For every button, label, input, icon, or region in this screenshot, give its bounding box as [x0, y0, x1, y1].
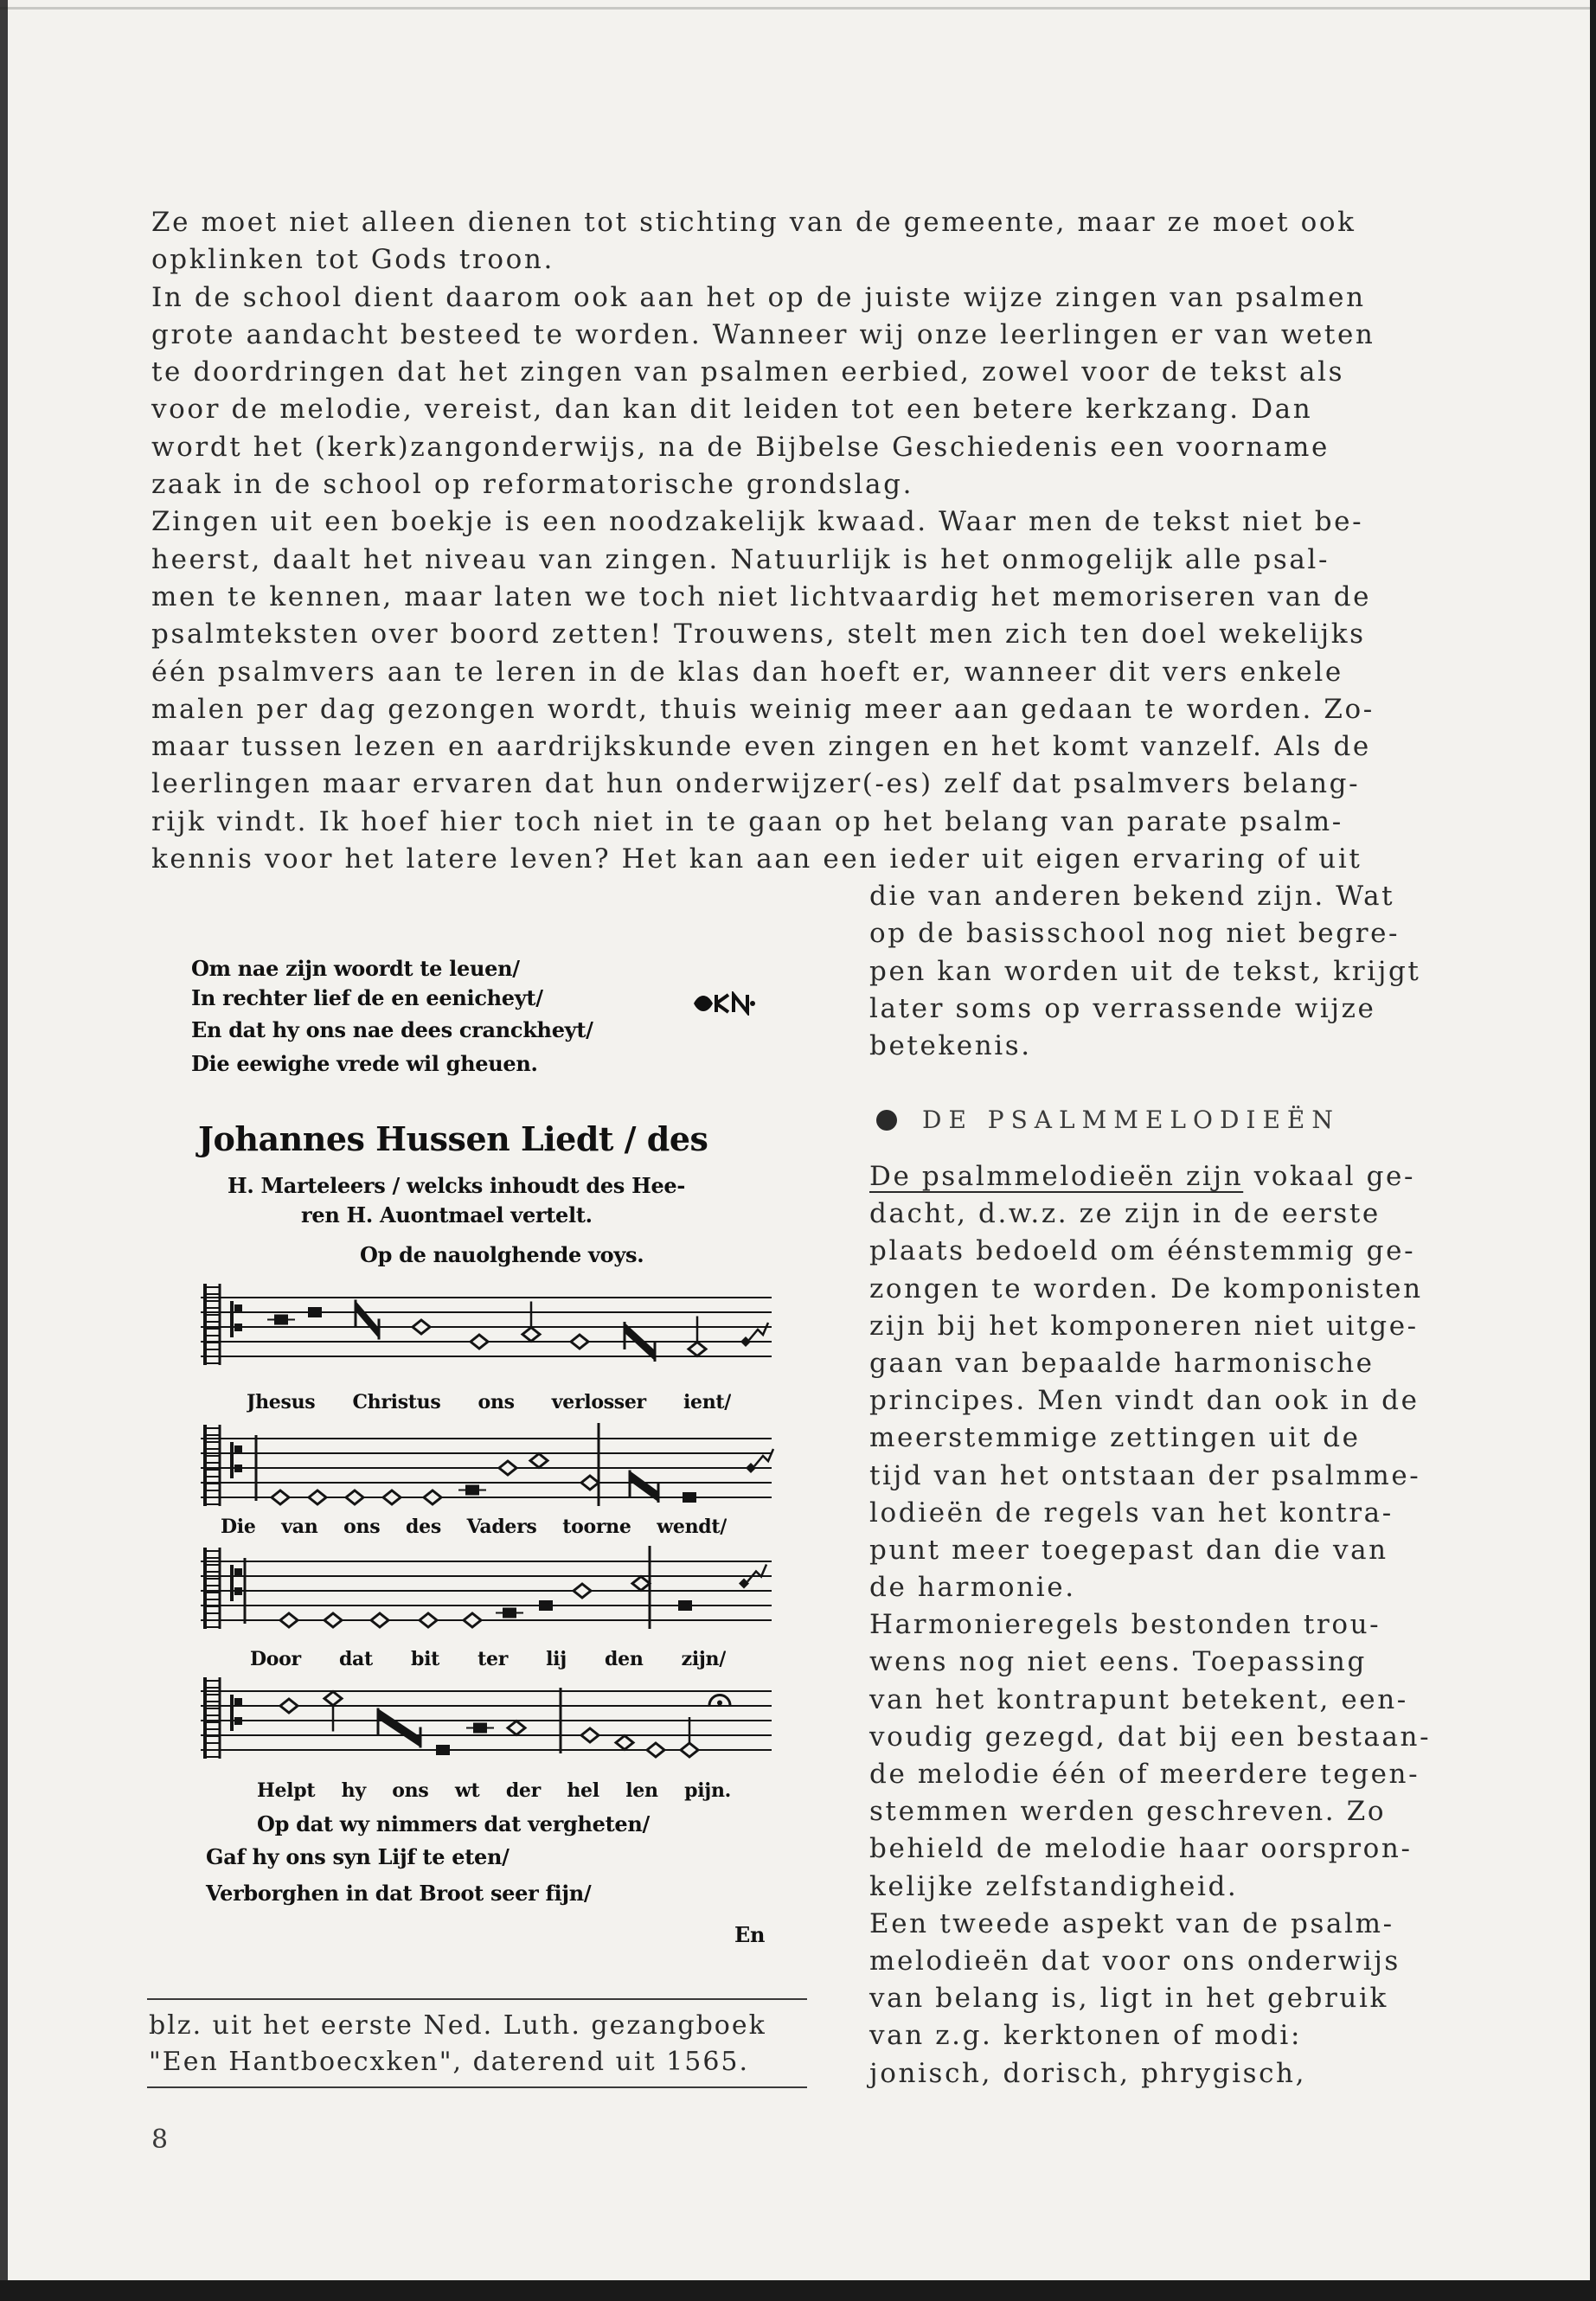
body-text-line: gaan van bepaalde harmonische [869, 1347, 1375, 1379]
clef-block [234, 1698, 242, 1706]
music-staff [201, 1280, 772, 1367]
hymnal-verse-line: Om nae zijn woordt te leuen/ [191, 956, 520, 981]
music-note [464, 1613, 481, 1627]
music-note [471, 1335, 488, 1349]
hymnal-verse-line: Op dat wy nimmers dat vergheten/ [257, 1811, 651, 1836]
fermata-dot [717, 1701, 722, 1706]
scan-edge-left [0, 0, 8, 2301]
body-text-line: jonisch, dorisch, phrygisch, [869, 2057, 1307, 2089]
body-text-line: Een tweede aspekt van de psalm- [869, 1907, 1394, 1939]
hymnal-song-title: Johannes Hussen Liedt / des [198, 1119, 708, 1158]
custos-tail [754, 1449, 773, 1466]
clef-brace [205, 1425, 220, 1506]
body-text-line: opklinken tot Gods troon. [151, 244, 554, 276]
clef-block [234, 1465, 242, 1472]
body-text-line: psalmteksten over boord zetten! Trouwens, stelt men zich ten doel wekelijks [151, 619, 1366, 651]
music-note [632, 1577, 650, 1591]
music-note [522, 1328, 540, 1342]
c-clef [232, 1442, 242, 1478]
body-text-line: van z.g. kerktonen of modi: [869, 2020, 1302, 2052]
scan-edge-right [1590, 0, 1596, 2301]
scan-edge-top [0, 7, 1596, 10]
body-text-line: zijn bij het komponeren niet uitge- [869, 1310, 1419, 1342]
hymnal-subtitle-line: H. Marteleers / welcks inhoudt des Hee- [228, 1173, 686, 1198]
page-number: 8 [151, 2125, 169, 2155]
body-text-line: Zingen uit een boekje is een noodzakelijk kwaad. Waar men de tekst niet be- [151, 506, 1364, 538]
body-text-line: In de school dient daarom ook aan het op de juiste wijze zingen van psalmen [151, 281, 1366, 313]
music-note [324, 1692, 342, 1706]
body-text-line: rijk vindt. Ik hoef hier toch niet in te gaan op het belang van parate psalm- [151, 805, 1343, 837]
body-text-line: voudig gezegd, dat bij een bestaan- [869, 1721, 1432, 1753]
body-text-line: pen kan worden uit de tekst, krijgt [869, 955, 1421, 987]
body-text-line: zaak in de school op reformatorische grondslag. [151, 469, 914, 501]
custos [739, 1579, 749, 1589]
body-text-line: stemmen werden geschreven. Zo [869, 1796, 1387, 1828]
section-paragraph [869, 1158, 1431, 2093]
body-text-line: zongen te worden. De komponisten [869, 1272, 1423, 1304]
body-text-line: punt meer toegepast dan die van [869, 1534, 1388, 1566]
body-text-line: heerst, daalt het niveau van zingen. Natuurlijk is het onmogelijk alle psal- [151, 543, 1330, 575]
custos [746, 1463, 756, 1473]
music-staff [201, 1544, 772, 1631]
music-note [508, 1721, 525, 1735]
music-note [574, 1584, 591, 1598]
music-note [581, 1728, 599, 1742]
clef-brace [205, 1548, 220, 1629]
music-staff [201, 1421, 772, 1508]
bullet-icon [876, 1110, 897, 1131]
section-heading: DE PSALMMELODIEËN [922, 1106, 1340, 1134]
hymnal-lyric-line: Jhesus Christus ons verlosser ient/ [247, 1391, 731, 1413]
music-note [309, 1490, 326, 1504]
body-text-line: lodieën de regels van het kontra- [869, 1497, 1394, 1529]
music-note [420, 1613, 437, 1627]
clef-block [234, 1568, 242, 1576]
clef-block [234, 1324, 242, 1331]
body-text-line: kelijke zelfstandigheid. [869, 1870, 1239, 1902]
body-text-line: voor de melodie, vereist, dan kan dit leiden tot een betere kerkzang. Dan [151, 394, 1313, 426]
body-text-line: de melodie één of meerdere tegen- [869, 1759, 1420, 1790]
line-remainder: vokaal ge- [1243, 1161, 1416, 1192]
body-text-line: tijd van het ontstaan der psalmme- [869, 1459, 1421, 1491]
music-note [413, 1320, 430, 1334]
music-note [324, 1613, 342, 1627]
body-text-line: Harmonieregels bestonden trou- [869, 1609, 1381, 1641]
hymnal-verse-line: Gaf hy ons syn Lijf te eten/ [206, 1844, 510, 1869]
clef-block [234, 1304, 242, 1312]
ligature [355, 1300, 380, 1340]
clef-block [234, 1445, 242, 1453]
body-text-line: maar tussen lezen en aardrijkskunde even zingen en het komt vanzelf. Als de [151, 731, 1371, 763]
hymnal-verse-line: En dat hy ons nae dees cranckheyt/ [191, 1017, 593, 1042]
music-note [530, 1454, 548, 1468]
scan-edge-bottom [0, 2280, 1596, 2301]
body-text-line: men te kennen, maar laten we toch niet lichtvaardig het memoriseren van de [151, 580, 1372, 612]
music-staff [201, 1674, 772, 1760]
section-paragraph-lines [869, 1195, 1431, 2093]
music-note [499, 1461, 516, 1475]
custos [740, 1336, 751, 1347]
clef-brace [205, 1677, 220, 1759]
ligature [377, 1708, 421, 1748]
music-note [647, 1743, 664, 1757]
body-text-line: betekenis. [869, 1030, 1032, 1062]
body-text-line: kennis voor het latere leven? Het kan aan een ieder uit eigen ervaring of uit [151, 843, 1362, 875]
intro-paragraph [151, 204, 1375, 878]
body-text-line: van het kontrapunt betekent, een- [869, 1683, 1408, 1715]
clef-block [234, 1587, 242, 1595]
music-note [371, 1613, 388, 1627]
fleuron-ornament-icon [690, 991, 756, 1016]
body-text-line: die van anderen bekend zijn. Wat [869, 881, 1395, 912]
intro-paragraph-continuation [869, 878, 1420, 1065]
underlined-phrase: De psalmmelodieën zijn [869, 1161, 1244, 1192]
body-text-line: te doordringen dat het zingen van psalmen eerbied, zowel voor de tekst als [151, 356, 1345, 388]
body-text-line: later soms op verrassende wijze [869, 992, 1376, 1024]
body-text-line: wordt het (kerk)zangonderwijs, na de Bijbelse Geschiedenis een voorname [151, 431, 1330, 463]
hymnal-lyric-line: Door dat bit ter lij den zijn/ [250, 1648, 726, 1670]
music-note [280, 1613, 298, 1627]
caption-rule-bottom [147, 2086, 807, 2088]
music-note [383, 1490, 401, 1504]
body-text-line: plaats bedoeld om éénstemmig ge- [869, 1235, 1416, 1267]
body-text-line: op de basisschool nog niet begre- [869, 918, 1401, 950]
body-text-line: malen per dag gezongen wordt, thuis weinig meer aan gedaan te worden. Zo- [151, 693, 1375, 725]
figure-caption-line: blz. uit het eerste Ned. Luth. gezangboek [149, 2010, 766, 2041]
music-note [272, 1490, 289, 1504]
music-note [616, 1736, 633, 1750]
hymnal-subtitle-line: ren H. Auontmael vertelt. [301, 1202, 593, 1227]
music-note [346, 1490, 363, 1504]
caption-rule-top [147, 1998, 807, 2000]
c-clef [232, 1565, 242, 1601]
hymnal-lyric-line: Die van ons des Vaders toorne wendt/ [221, 1516, 727, 1538]
music-note [581, 1476, 599, 1490]
body-text-line: leerlingen maar ervaren dat hun onderwijzer(-es) zelf dat psalmvers belang- [151, 768, 1361, 800]
body-text-line: behield de melodie haar oorspron- [869, 1833, 1413, 1865]
hymnal-verse-line: Verborghen in dat Broot seer fijn/ [206, 1881, 592, 1906]
custos-tail [749, 1323, 768, 1340]
music-note [571, 1335, 588, 1349]
clef-brace [205, 1284, 220, 1365]
body-text-line [869, 1158, 1431, 1195]
body-text-line: principes. Men vindt dan ook in de [869, 1385, 1420, 1417]
c-clef [232, 1301, 242, 1337]
music-note [681, 1743, 698, 1757]
body-text-line: melodieën dat voor ons onderwijs [869, 1945, 1401, 1977]
c-clef [232, 1695, 242, 1731]
hymnal-tune-indication: Op de nauolghende voys. [360, 1242, 644, 1267]
music-note [280, 1699, 298, 1713]
body-text-line: meerstemmige zettingen uit de [869, 1422, 1361, 1454]
hymnal-lyric-line: Helpt hy ons wt der hel len pijn. [257, 1779, 731, 1802]
figure-caption-line: "Een Hantboecxken", daterend uit 1565. [149, 2047, 750, 2077]
body-text-line: Ze moet niet alleen dienen tot stichting van de gemeente, maar ze moet ook [151, 207, 1356, 238]
hymnal-catchword: En [734, 1922, 766, 1947]
custos-tail [747, 1565, 766, 1582]
body-text-line: van belang is, ligt in het gebruik [869, 1983, 1388, 2015]
body-text-line: de harmonie. [869, 1572, 1076, 1604]
body-text-line: grote aandacht besteed te worden. Wanneer wij onze leerlingen er van weten [151, 318, 1375, 350]
hymnal-verse-line: Die eewighe vrede wil gheuen. [191, 1051, 538, 1076]
music-note [424, 1490, 441, 1504]
clef-block [234, 1717, 242, 1725]
body-text-line: één psalmvers aan te leren in de klas dan hoeft er, wanneer dit vers enkele [151, 656, 1343, 688]
body-text-line: wens nog niet eens. Toepassing [869, 1646, 1367, 1678]
body-text-line: dacht, d.w.z. ze zijn in de eerste [869, 1198, 1381, 1230]
music-note [689, 1343, 706, 1356]
hymnal-verse-line: In rechter lief de en eenicheyt/ [191, 985, 543, 1010]
